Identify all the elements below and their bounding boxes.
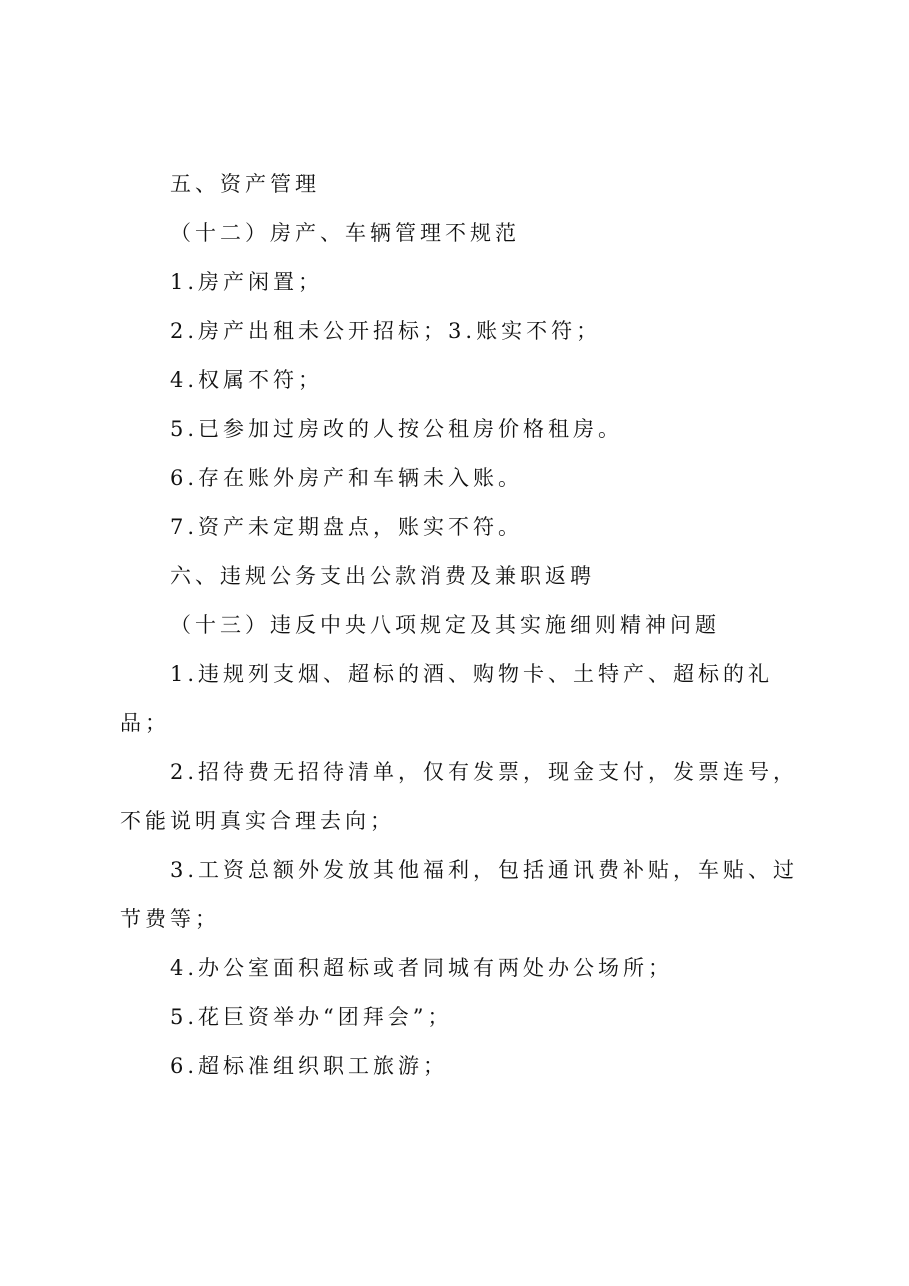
- section-heading-asset-management: 五、资产管理: [170, 172, 320, 196]
- list-item: 2.房产出租未公开招标；3.账实不符；: [170, 319, 602, 343]
- list-item: 1.房产闲置；: [170, 270, 324, 294]
- list-item: 6.超标准组织职工旅游；: [170, 1054, 449, 1078]
- document-body: [120, 160, 800, 1091]
- list-item: 3.工资总额外发放其他福利，包括通讯费补贴，车贴、过节费等；: [120, 858, 799, 931]
- list-item: 5.花巨资举办“团拜会”；: [170, 1005, 453, 1029]
- list-item: 2.招待费无招待清单，仅有发票，现金支付，发票连号，不能说明真实合理去向；: [120, 760, 799, 833]
- list-item: 4.权属不符；: [170, 368, 324, 392]
- list-item: 1.违规列支烟、超标的酒、购物卡、土特产、超标的礼品；: [120, 662, 774, 735]
- list-item: 6.存在账外房产和车辆未入账。: [170, 466, 524, 490]
- list-item: 4.办公室面积超标或者同城有两处办公场所；: [170, 956, 674, 980]
- subsection-heading-13: （十三）违反中央八项规定及其实施细则精神问题: [170, 613, 720, 637]
- subsection-heading-12: （十二）房产、车辆管理不规范: [170, 221, 520, 245]
- list-item: 5.已参加过房改的人按公租房价格租房。: [170, 417, 624, 441]
- section-heading-official-expenditure: 六、违规公务支出公款消费及兼职返聘: [170, 564, 595, 588]
- list-item: 7.资产未定期盘点，账实不符。: [170, 515, 524, 539]
